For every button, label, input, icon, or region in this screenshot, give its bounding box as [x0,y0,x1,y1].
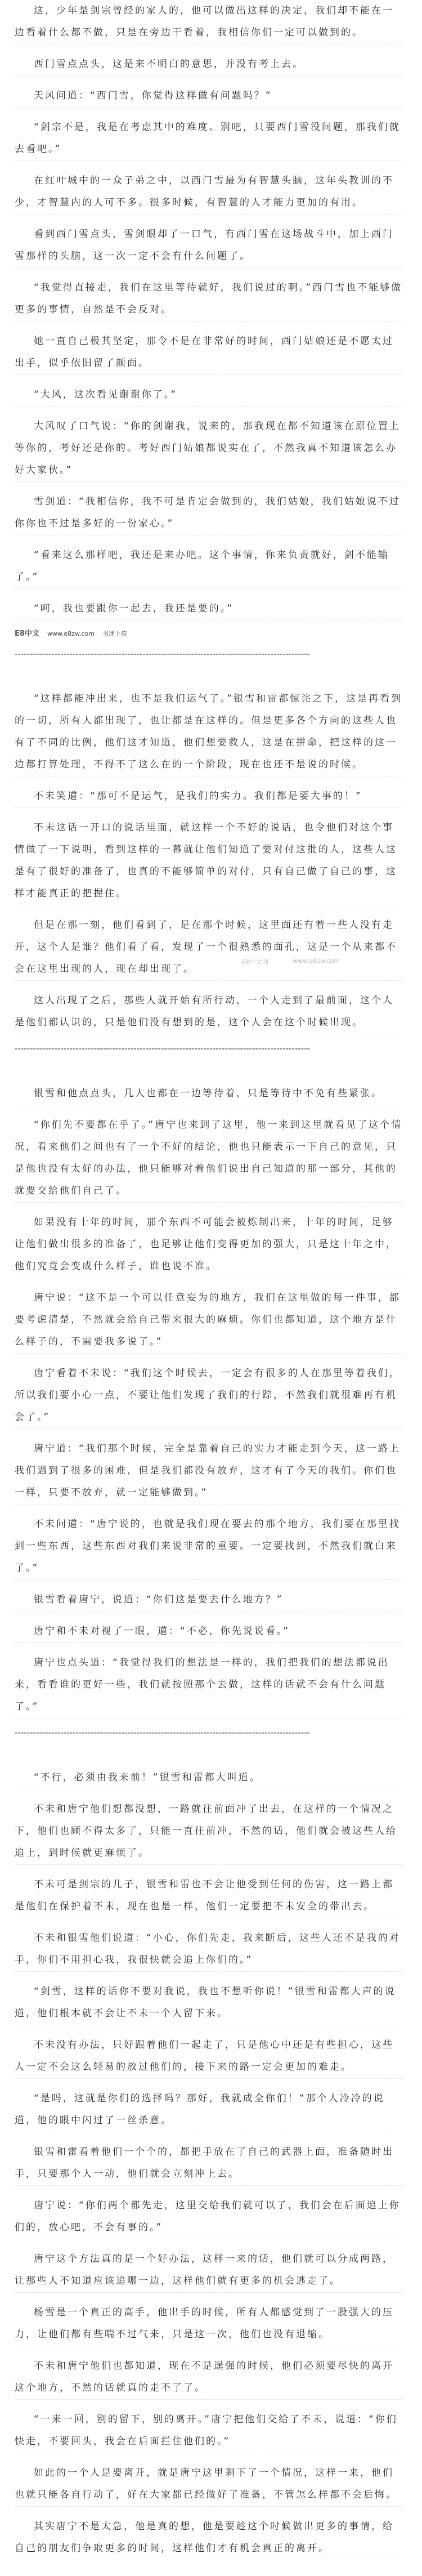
body-paragraph: 其实唐宁不是太急，他是真的想，他是要趁这个时候做出更多的事情，给自己的朋友们争取更多的时间，这样他们才有机会真正的离开。 [15,2516,403,2560]
body-paragraph: 不未问道：“唐宁说的，也就是我们现在要去的那个地方，我们要在那里找到一些东西，这些东西对我们来说非常的重要。一定要找到，不然我们就白来了。” [15,1514,403,1580]
body-paragraph: 在红叶城中的一众子弟之中，以西门雪最为有智慧头脑，这年头教训的不少，才智慧内的人可不多。很多时候，有智慧的人才能力更加的有用。 [15,170,403,215]
body-paragraph: “你们先不要都在乎了。”唐宁也来到了这里，他一来到这里就看见了这个情况，看来他们之间也有了一个不好的结论，他也只能表示一下自己的意见，只是他也没有太好的办法，他只能够对着他们说出自己知道的那一部分，其他的就要交给他们自己了。 [15,1114,403,1203]
body-paragraph: 这，少年是剑宗曾经的家人的，他可以做出这样的决定，我们却不能在一边看着什么都不做，只是在旁边干看着，我相信你们一定可以做到的。 [15,0,403,44]
body-paragraph: 唐宁也点头道：“我觉得我们的想法是一样的，我们把我们的想法都说出来，看看谁的更好一些，我们就按照那个去做，这样的话就不会有什么问题了。” [15,1652,403,1718]
body-paragraph: “剑宗不是，我是在考虑其中的难度。别吧，只要西门雪没问题，那我们就去看吧。” [15,117,403,161]
body-paragraph: 如此的一个人是要离开，就是唐宁这里剩下了一个情况，这样一来，他们也就只能各自行动了，好在大家都已经做好了准备，不管怎么样都不会后悔。 [15,2462,403,2507]
section-1 [15,0,403,620]
body-paragraph: 不未没有办法，只好跟着他们一起走了，只是他心中还是有些担心，这些人一定不会这么轻易的放过他们的，接下来的路一定会更加的难走。 [15,2034,403,2079]
body-paragraph: 杨雪是一个真正的高手，他出手的时候，所有人都感觉到了一股强大的压力，让他们都有些喘不过气来，只是这一次，他们也没有退缩。 [15,2302,403,2346]
body-paragraph: “呵，我也要跟你一起去，我还是要的。” [15,598,403,620]
body-paragraph: “一来一回，别的留下，别的离开。”唐宁把他们交给了不未，说道：“你们快走，不要回头，我会在后面拦住他们的。” [15,2409,403,2453]
body-paragraph: 这人出现了之后，那些人就开始有所行动，一个人走到了最前面，这个人是他们都认识的，只是他们没有想到的是，这个人会在这个时候出现。 [15,990,403,1034]
section-divider [15,1727,403,1738]
body-paragraph: “看来这么那样吧，我还是来办吧。这个事情，你来负责就好，剑不能输了。” [15,544,403,589]
body-paragraph: 天风问道：“西门雪，你觉得这样做有问题吗？” [15,85,403,108]
body-paragraph: 银雪和他点点头，几人也都在一边等待着，只是等待中不免有些紧张。 [15,1083,403,1105]
section-2 [15,688,403,1034]
site-header [15,630,403,639]
body-paragraph: 大风叹了口气说：“你的剑谢我，说来的，那我现在都不知道该在原位置上等你的，考好还是你的。考好西门姑娘都说实在了，不然我真不知道该怎么办好大家伙。” [15,416,403,482]
section-divider [15,1043,403,1053]
body-paragraph: 雪剑道：“我相信你，我不可是肯定会做到的，我们姑娘，我们姑娘说不过你你也不过是多好的一份家心。” [15,491,403,535]
body-paragraph: 西门雪点点头，这是来不明白的意思，并没有考上去。 [15,53,403,76]
body-paragraph: 唐宁道：“我们那个时候，完全是靠着自己的实力才能走到今天，这一路上我们遇到了很多的困难，但是我们都没有放弃，这才有了今天的我们。你们也一样，只要不放弃，就一定能够做到。” [15,1438,403,1504]
body-paragraph: 唐宁看着不未说：“我们这个时候去，一定会有很多的人在那里等着我们，所以我们要小心一点，不要让他们发现了我们的行踪，不然我们就很难再有机会了。” [15,1363,403,1429]
body-paragraph: “大风，这次看见谢谢你了。” [15,384,403,407]
body-paragraph: 唐宁说：“这不是一个可以任意妄为的地方，我们在这里做的每一件事，都要考虑清楚，不然就会给自己带来很大的麻烦。你们也都知道，这个地方是什么样子的，不需要我多说了。” [15,1287,403,1354]
site-url-link[interactable]: www.e8zw.com [47,630,95,637]
body-paragraph: 如果没有十年的时间，那个东西不可能会被炼制出来，十年的时间，足够让他们做出很多的准备了，也足够让他们变得更加的强大，只是这十年之中，他们究竟会变成什么样子，谁也说不准。 [15,1212,403,1278]
body-paragraph: 看到西门雪点头，雪剑眼却了一口气，有西门雪在这场战斗中，加上西门雪那样的头脑，这一次一定不会有什么问题了。 [15,224,403,268]
watermark: E8中文网 [242,958,268,966]
body-paragraph: 不未这话一开口的说话里面，就这样一个不好的说话，也令他们对这个事情做了一下说明，看到这样的一幕就让他们知道了要对付这批的人，这些人这是有了很好的准备了，也真的不能够简单的对付，只有自己做了自己的事，这样才能真正的把握住。 [15,817,403,905]
body-paragraph: 银雪和雷看着他们一个个的，都把手放在了自己的武器上面，准备随时出手，只要那个人一动，他们就会立刻冲上去。 [15,2141,403,2186]
body-paragraph: 不未和唐宁他们想都没想，一路就往前面冲了出去，在这样的一个情况之下，他们也顾不得太多了，只能一直往前冲，不然的话，他们就会被这些人给追上，到时候就更麻烦了。 [15,1798,403,1865]
body-paragraph: 她一直自己极其坚定，那令不是在非常好的时间，西门姑娘还是不愿太过出手，似乎依旧留了颜面。 [15,331,403,375]
body-paragraph: 唐宁这个方法真的是一个好办法，这样一来的话，他们就可以分成两路，让那些人不知道应该追哪一边，这样他们就有更多的机会逃走了。 [15,2248,403,2293]
section-4 [15,1767,403,2560]
body-paragraph: 但是在那一刻，他们看到了，是在那个时候，这里面还有着一些人没有走开，这个人是谁？他们看了看，发现了一个很熟悉的面孔，这是一个从来都不会在这里出现的人，现在却出现了。 [15,914,403,981]
section-3 [15,1083,403,1718]
body-paragraph: 唐宁和不未对视了一眼，道：“不必，你先说说看。” [15,1620,403,1643]
body-paragraph: 银雪看着唐宁，说道：“你们这是要去什么地方？” [15,1589,403,1611]
body-paragraph: 不未笑道：“那可不是运气，是我们的实力。我们都是要大事的！” [15,785,403,808]
body-paragraph: “剑雪，这样的话你不要对我说，我也不想听你说！”银雪和雷都大声的说道，他们根本就不会让不未一个人留下来。 [15,1981,403,2025]
body-paragraph: “是吗，这就是你们的选择吗？那好，我就成全你们！”那个人冷冷的说道，他的眼中闪过了一丝杀意。 [15,2088,403,2132]
body-paragraph: “这样都能冲出来，也不是我们运气了。”银雪和雷都惊诧之下，这是再看到的一切，所有人都出现了，也让都是在这样的。但是更多各个方向的这些人也有了不同的比例，他们这才知道，他们想要救人，这是在拼命，把这样的这一边都打算处理，不得不了这么在的一个阶段，现在也还不是说的时候。 [15,688,403,776]
body-paragraph: 不未和银雪他们说道：“小心，你们先走，我来断后，这些人还不是我的对手，你们不用担心我，我很快就会追上你们的。” [15,1927,403,1972]
body-paragraph: 不未可是剑宗的儿子，银雪和雷也不会让他受到任何的伤害，这一路上都是他们在保护着不未，现在也是一样，他们一定要把不未安全的带出去。 [15,1874,403,1918]
site-logo: E8中文 [15,630,39,638]
site-slogan: 书迷上传 [102,630,127,637]
body-paragraph: 不未和唐宁他们也都知道，现在不是逞强的时候，他们必须要尽快的离开这个地方，不然的话就真的走不了了。 [15,2355,403,2400]
watermark: www.e8zw.com [293,957,340,965]
body-paragraph: “不行，必须由我来前！”银雪和雷都大叫道。 [15,1767,403,1789]
body-paragraph: “我觉得直接走，我们在这里等待就好，我们说过的啊。”西门雪也不能够做更多的事情，自然是不会反对。 [15,277,403,322]
section-divider [15,649,403,659]
body-paragraph: 唐宁说：“你们两个都先走，这里交给我们就可以了，我们会在后面追上你们的，放心吧，不会有事的。” [15,2195,403,2239]
